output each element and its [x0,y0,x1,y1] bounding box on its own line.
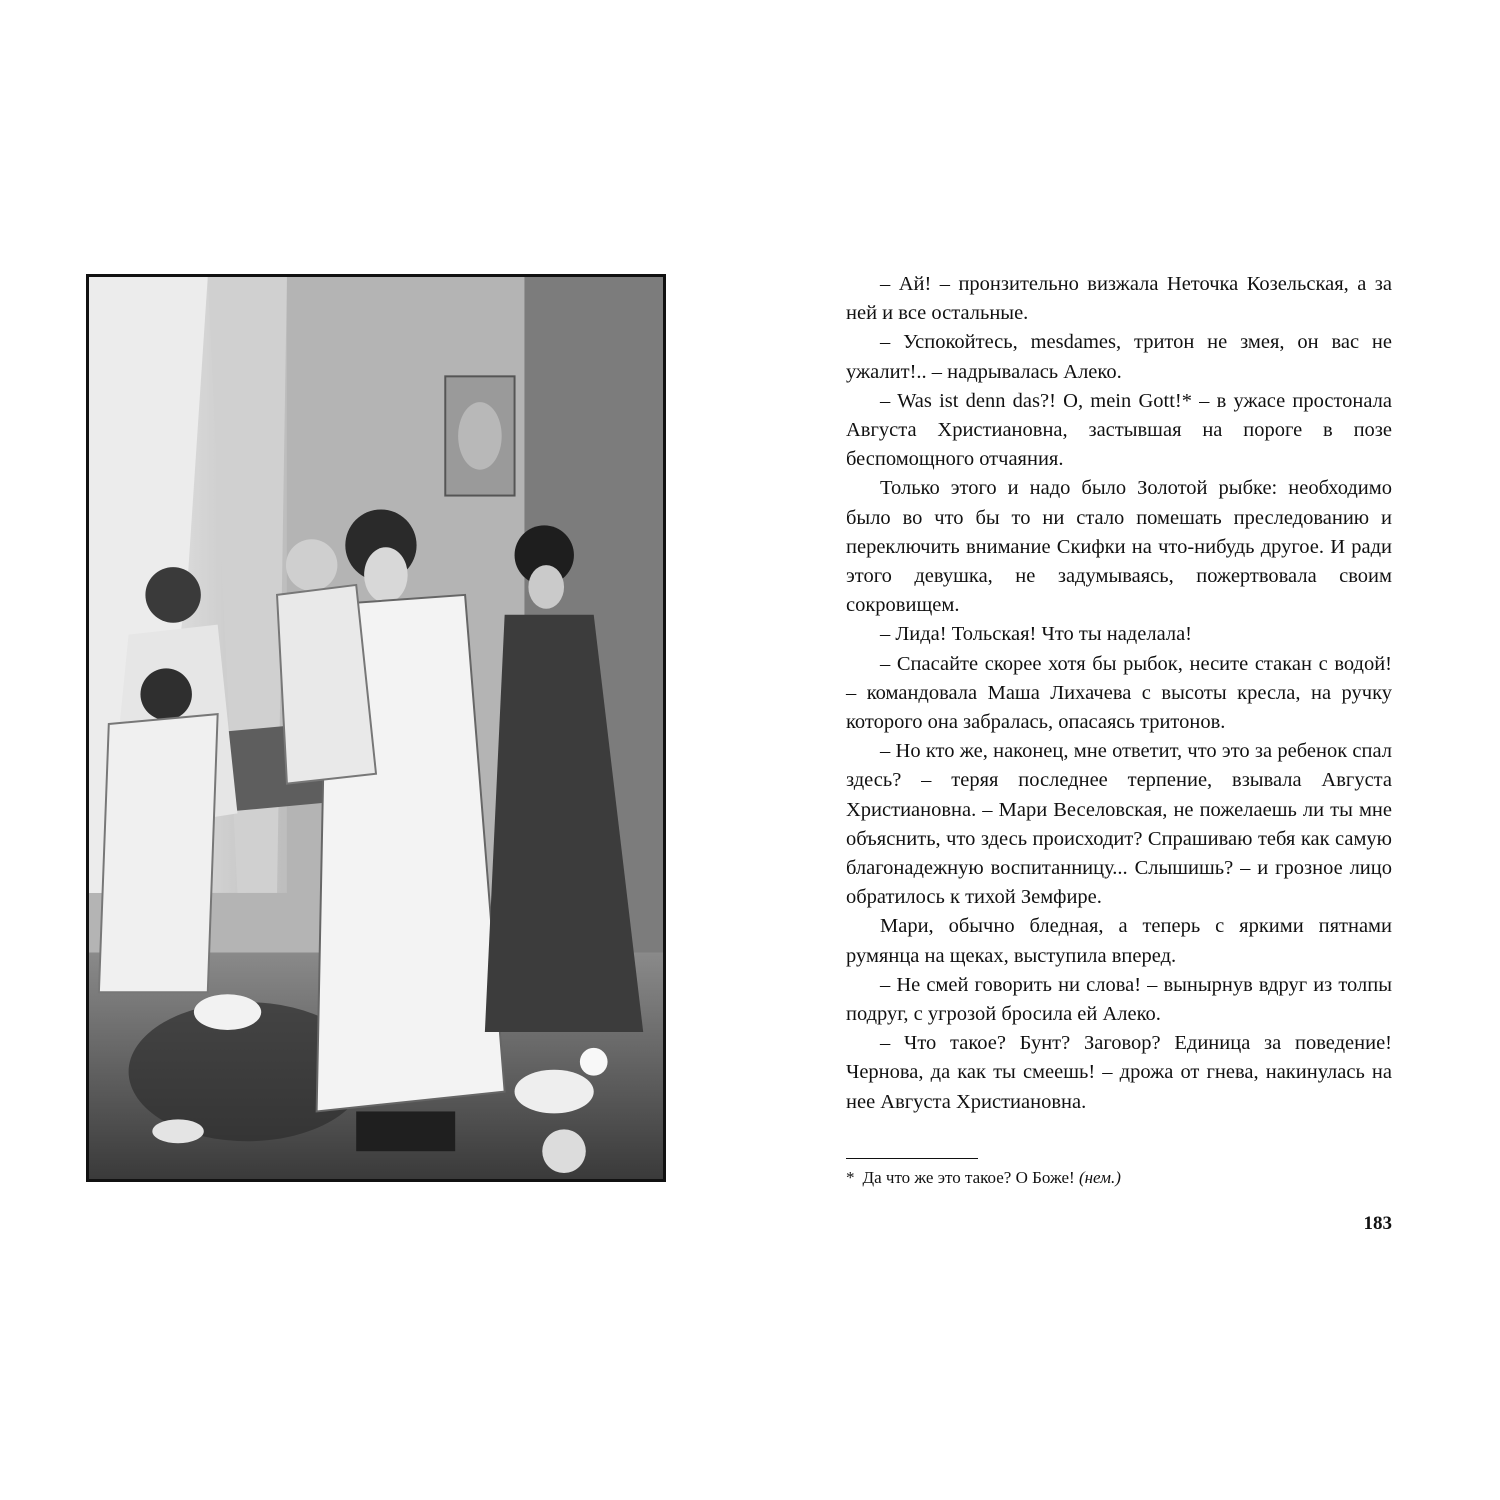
footnote-text: Да что же это такое? О Боже! [862,1168,1075,1187]
paragraph: – Успокойтесь, mesdames, тритон не змея, он вас не ужалит!.. – надрывалась Алеко. [846,331,1392,383]
paragraph: – Спасайте скорее хотя бы рыбок, несите стакан с водой! – командовала Маша Лихачева с высоты кресла, на ручку которого она забралась, опасаясь тритонов. [846,652,1392,734]
page-number: 183 [1363,1213,1392,1234]
paragraph: Только этого и надо было Золотой рыбке: необходимо было во что бы то ни стало помешать преследованию и переключить внимание Скифки на что-нибудь другое. И ради этого девушка, не задумываясь, пожертвовала своим сокровищем. [846,477,1392,617]
paragraph: – Но кто же, наконец, мне ответит, что это за ребенок спал здесь? – теряя последнее терпение, взывала Августа Христиановна. – Мари Веселовская, не пожелаешь ли ты мне объяснить, что здесь происходит? Спрашиваю тебя как самую благонадежную воспитанницу... Слышишь? – и грозное лицо обратилось к тихой Земфире. [846,740,1392,909]
body-text [846,270,1392,1117]
paragraph: – Лида! Тольская! Что ты наделала! [880,623,1193,646]
illustration [86,274,666,1182]
paragraph: – Что такое? Бунт? Заговор? Единица за поведение! Чернова, да как ты смеешь! – дрожа от гнева, накинулась на нее Августа Христиановна. [846,1032,1392,1113]
footnote-marker: * [846,1168,855,1187]
footnote-divider [846,1158,978,1159]
engraving-illustration-icon [89,277,663,1179]
paragraph: – Was ist denn das?! O, mein Gott!* – в ужасе простонала Августа Христиановна, застывшая на пороге в позе беспомощного отчаяния. [846,389,1392,471]
paragraph: – Не смей говорить ни слова! – вынырнув вдруг из толпы подруг, с угрозой бросила ей Алеко. [846,973,1392,1026]
paragraph: Мари, обычно бледная, а теперь с яркими пятнами румянца на щеках, выступила вперед. [846,915,1392,967]
footnote-language-note: (нем.) [1078,1168,1121,1187]
footnote [846,1167,1392,1189]
paragraph: – Ай! – пронзительно визжала Неточка Козельская, а за ней и все остальные. [846,273,1392,325]
